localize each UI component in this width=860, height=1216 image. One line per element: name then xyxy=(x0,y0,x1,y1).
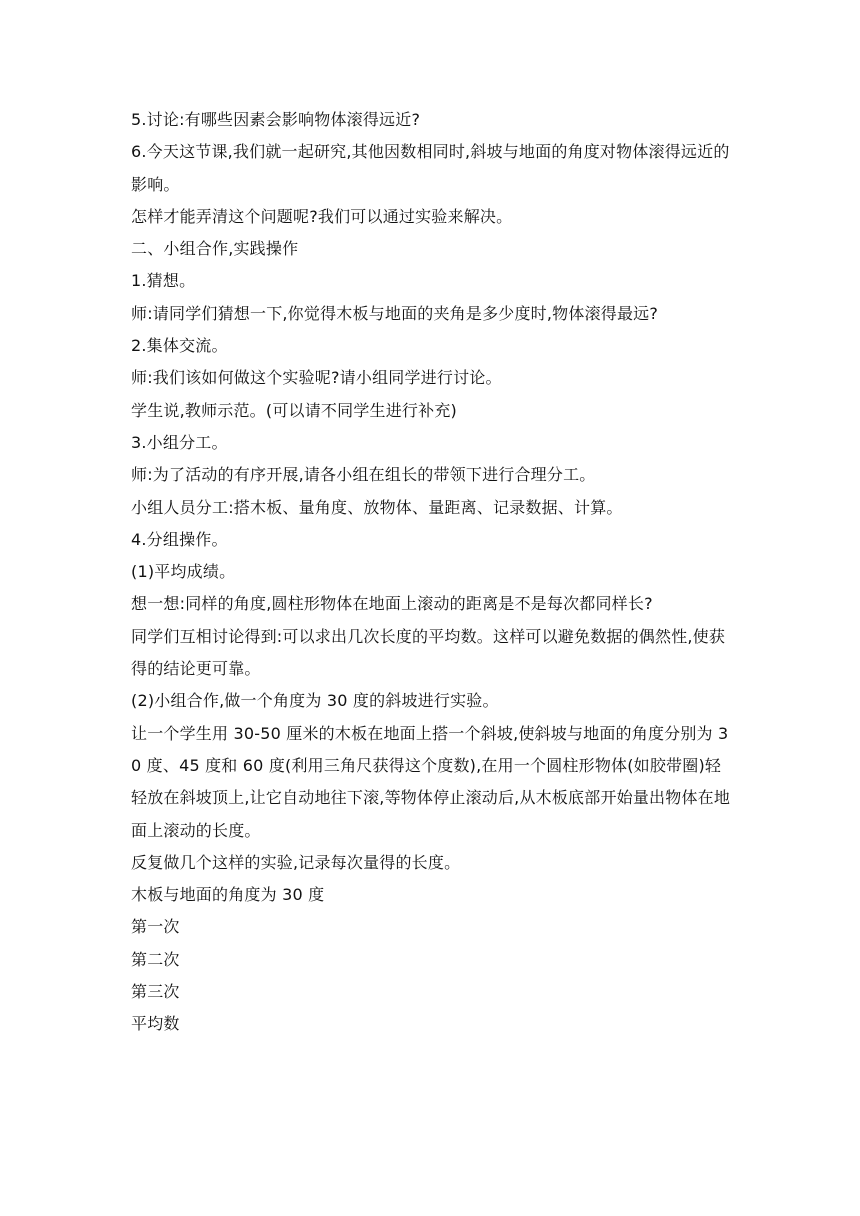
record-row-first: 第一次 xyxy=(131,917,180,937)
paragraph-student-demo: 学生说,教师示范。(可以请不同学生进行补充) xyxy=(131,400,457,420)
paragraph-role-assignment: 小组人员分工:搭木板、量角度、放物体、量距离、记录数据、计算。 xyxy=(131,497,623,517)
paragraph-teacher-guess-prompt: 师:请同学们猜想一下,你觉得木板与地面的夹角是多少度时,物体滚得最远? xyxy=(131,303,659,323)
paragraph-experiment-procedure: 让一个学生用 30-50 厘米的木板在地面上搭一个斜坡,使斜坡与地面的角度分别为 30 度、45 度和 60 度(利用三角尺获得这个度数),在用一个圆柱形物体(如胶带圈)轻轻放在斜坡顶上,让它自动地往下滚,等物体停止滚动后,从木板底部开始量出物体在地面上滚动的长度。 xyxy=(131,723,731,840)
record-row-average: 平均数 xyxy=(131,1014,180,1034)
paragraph-discussion-question: 5.讨论:有哪些因素会影响物体滚得远近? xyxy=(131,110,421,129)
substep-average: (1)平均成绩。 xyxy=(131,562,236,582)
paragraph-how-to-solve: 怎样才能弄清这个问题呢?我们可以通过实验来解决。 xyxy=(131,206,513,226)
paragraph-think-question: 想一想:同样的角度,圆柱形物体在地面上滚动的距离是不是每次都同样长? xyxy=(131,594,653,614)
step-group-division: 3.小组分工。 xyxy=(131,432,228,452)
substep-30-degree-experiment: (2)小组合作,做一个角度为 30 度的斜坡进行实验。 xyxy=(131,691,499,711)
step-guess: 1.猜想。 xyxy=(131,271,196,291)
record-row-third: 第三次 xyxy=(131,982,180,1002)
step-group-operation: 4.分组操作。 xyxy=(131,529,228,549)
paragraph-teacher-experiment-prompt: 师:我们该如何做这个实验呢?请小组同学进行讨论。 xyxy=(131,368,502,388)
document-body xyxy=(131,104,731,1041)
paragraph-teacher-division-prompt: 师:为了活动的有序开展,请各小组在组长的带领下进行合理分工。 xyxy=(131,465,596,485)
paragraph-discussion-result: 同学们互相讨论得到:可以求出几次长度的平均数。这样可以避免数据的偶然性,使获得的结论更可靠。 xyxy=(131,626,726,679)
record-table-title: 木板与地面的角度为 30 度 xyxy=(131,885,325,905)
paragraph-lesson-intro: 6.今天这节课,我们就一起研究,其他因数相同时,斜坡与地面的角度对物体滚得远近的影响。 xyxy=(131,142,730,194)
paragraph-repeat-experiment: 反复做几个这样的实验,记录每次量得的长度。 xyxy=(131,852,461,872)
record-row-second: 第二次 xyxy=(131,949,180,969)
step-group-exchange: 2.集体交流。 xyxy=(131,336,228,356)
section-heading-group-practice: 二、小组合作,实践操作 xyxy=(131,239,299,259)
